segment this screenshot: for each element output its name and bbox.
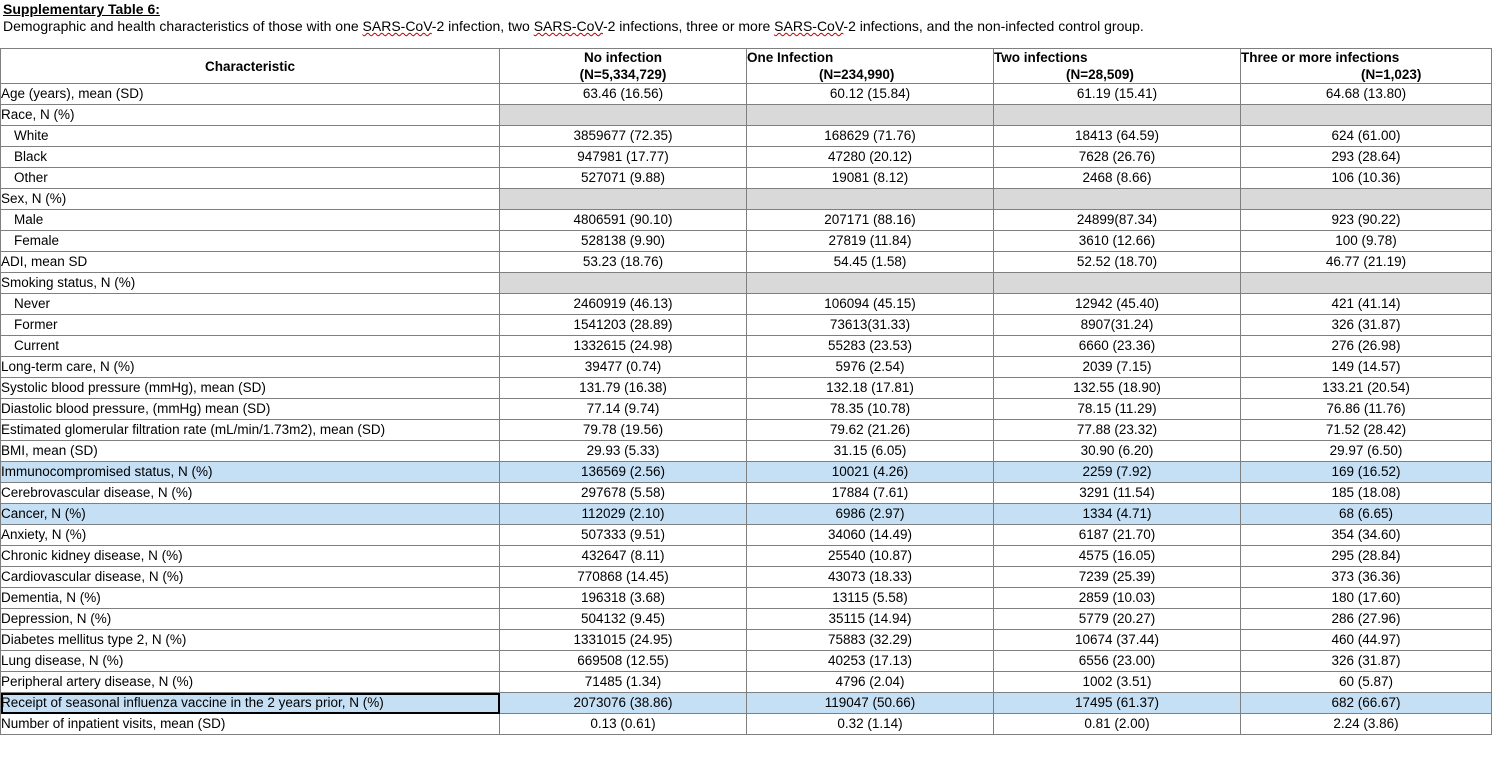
table-row	[1, 504, 1492, 525]
row-label: Lung disease, N (%)	[1, 651, 500, 672]
section-filler-cell	[500, 189, 747, 210]
table-row	[1, 336, 1492, 357]
row-label: Female	[1, 231, 500, 252]
table-row	[1, 672, 1492, 693]
row-label: Current	[1, 336, 500, 357]
value-cell: 100 (9.78)	[1241, 231, 1492, 252]
value-cell: 63.46 (16.56)	[500, 84, 747, 105]
row-label: Diastolic blood pressure, (mmHg) mean (SD)	[1, 399, 500, 420]
value-cell: 326 (31.87)	[1241, 651, 1492, 672]
value-cell: 460 (44.97)	[1241, 630, 1492, 651]
value-cell: 624 (61.00)	[1241, 126, 1492, 147]
table-row	[1, 315, 1492, 336]
value-cell: 373 (36.36)	[1241, 567, 1492, 588]
value-cell: 6187 (21.70)	[994, 525, 1241, 546]
value-cell: 421 (41.14)	[1241, 294, 1492, 315]
value-cell: 27819 (11.84)	[747, 231, 994, 252]
value-cell: 682 (66.67)	[1241, 693, 1492, 714]
value-cell: 31.15 (6.05)	[747, 441, 994, 462]
value-cell: 0.81 (2.00)	[994, 714, 1241, 735]
row-label: Sex, N (%)	[1, 189, 500, 210]
column-header-two-infections: Two infections (N=28,509)	[994, 49, 1241, 84]
table-row	[1, 420, 1492, 441]
row-label: Long-term care, N (%)	[1, 357, 500, 378]
table-row	[1, 567, 1492, 588]
value-cell: 180 (17.60)	[1241, 588, 1492, 609]
row-label: Never	[1, 294, 500, 315]
value-cell: 46.77 (21.19)	[1241, 252, 1492, 273]
table-title: Supplementary Table 6:	[3, 1, 160, 17]
characteristics-table	[0, 48, 1492, 735]
value-cell: 2073076 (38.86)	[500, 693, 747, 714]
value-cell: 207171 (88.16)	[747, 210, 994, 231]
row-label: Age (years), mean (SD)	[1, 84, 500, 105]
value-cell: 286 (27.96)	[1241, 609, 1492, 630]
value-cell: 29.97 (6.50)	[1241, 441, 1492, 462]
value-cell: 64.68 (13.80)	[1241, 84, 1492, 105]
value-cell: 77.88 (23.32)	[994, 420, 1241, 441]
value-cell: 24899(87.34)	[994, 210, 1241, 231]
value-cell: 1541203 (28.89)	[500, 315, 747, 336]
value-cell: 79.78 (19.56)	[500, 420, 747, 441]
table-section-row	[1, 273, 1492, 294]
value-cell: 10021 (4.26)	[747, 462, 994, 483]
value-cell: 71485 (1.34)	[500, 672, 747, 693]
row-label: Cerebrovascular disease, N (%)	[1, 483, 500, 504]
value-cell: 432647 (8.11)	[500, 546, 747, 567]
value-cell: 6556 (23.00)	[994, 651, 1241, 672]
value-cell: 149 (14.57)	[1241, 357, 1492, 378]
value-cell: 5779 (20.27)	[994, 609, 1241, 630]
value-cell: 73613(31.33)	[747, 315, 994, 336]
value-cell: 293 (28.64)	[1241, 147, 1492, 168]
table-row	[1, 168, 1492, 189]
value-cell: 34060 (14.49)	[747, 525, 994, 546]
section-filler-cell	[1241, 273, 1492, 294]
value-cell: 185 (18.08)	[1241, 483, 1492, 504]
row-label: Chronic kidney disease, N (%)	[1, 546, 500, 567]
value-cell: 60 (5.87)	[1241, 672, 1492, 693]
section-filler-cell	[500, 105, 747, 126]
table-row	[1, 693, 1492, 714]
value-cell: 17884 (7.61)	[747, 483, 994, 504]
value-cell: 0.13 (0.61)	[500, 714, 747, 735]
value-cell: 68 (6.65)	[1241, 504, 1492, 525]
value-cell: 60.12 (15.84)	[747, 84, 994, 105]
value-cell: 3859677 (72.35)	[500, 126, 747, 147]
table-row	[1, 84, 1492, 105]
row-label: Cardiovascular disease, N (%)	[1, 567, 500, 588]
value-cell: 1332615 (24.98)	[500, 336, 747, 357]
value-cell: 2859 (10.03)	[994, 588, 1241, 609]
value-cell: 2039 (7.15)	[994, 357, 1241, 378]
value-cell: 6660 (23.36)	[994, 336, 1241, 357]
row-label: Other	[1, 168, 500, 189]
value-cell: 6986 (2.97)	[747, 504, 994, 525]
value-cell: 43073 (18.33)	[747, 567, 994, 588]
value-cell: 77.14 (9.74)	[500, 399, 747, 420]
table-row	[1, 378, 1492, 399]
value-cell: 2460919 (46.13)	[500, 294, 747, 315]
value-cell: 18413 (64.59)	[994, 126, 1241, 147]
value-cell: 7628 (26.76)	[994, 147, 1241, 168]
row-label: White	[1, 126, 500, 147]
value-cell: 131.79 (16.38)	[500, 378, 747, 399]
section-filler-cell	[1241, 189, 1492, 210]
value-cell: 132.18 (17.81)	[747, 378, 994, 399]
value-cell: 4806591 (90.10)	[500, 210, 747, 231]
value-cell: 923 (90.22)	[1241, 210, 1492, 231]
row-label: Estimated glomerular filtration rate (mL/min/1.73m2), mean (SD)	[1, 420, 500, 441]
value-cell: 1002 (3.51)	[994, 672, 1241, 693]
value-cell: 132.55 (18.90)	[994, 378, 1241, 399]
row-label: Black	[1, 147, 500, 168]
table-row	[1, 210, 1492, 231]
value-cell: 947981 (17.77)	[500, 147, 747, 168]
value-cell: 136569 (2.56)	[500, 462, 747, 483]
column-header-one-infection: One Infection (N=234,990)	[747, 49, 994, 84]
value-cell: 2.24 (3.86)	[1241, 714, 1492, 735]
column-header-no-infection: No infection (N=5,334,729)	[500, 49, 747, 84]
row-label: Male	[1, 210, 500, 231]
value-cell: 168629 (71.76)	[747, 126, 994, 147]
value-cell: 2259 (7.92)	[994, 462, 1241, 483]
row-label: Systolic blood pressure (mmHg), mean (SD)	[1, 378, 500, 399]
row-label: Dementia, N (%)	[1, 588, 500, 609]
row-label: Diabetes mellitus type 2, N (%)	[1, 630, 500, 651]
value-cell: 4796 (2.04)	[747, 672, 994, 693]
value-cell: 3610 (12.66)	[994, 231, 1241, 252]
value-cell: 61.19 (15.41)	[994, 84, 1241, 105]
table-row	[1, 126, 1492, 147]
table-row	[1, 357, 1492, 378]
value-cell: 295 (28.84)	[1241, 546, 1492, 567]
table-row	[1, 231, 1492, 252]
value-cell: 79.62 (21.26)	[747, 420, 994, 441]
section-filler-cell	[994, 105, 1241, 126]
value-cell: 276 (26.98)	[1241, 336, 1492, 357]
value-cell: 8907(31.24)	[994, 315, 1241, 336]
value-cell: 0.32 (1.14)	[747, 714, 994, 735]
table-description: Demographic and health characteristics of those with one SARS-CoV-2 infection, two SARS-CoV-2 infections, three or more SARS-CoV-2 infections, and the non-infected control group.	[3, 18, 1144, 34]
value-cell: 71.52 (28.42)	[1241, 420, 1492, 441]
row-label: Depression, N (%)	[1, 609, 500, 630]
table-row	[1, 294, 1492, 315]
section-filler-cell	[747, 189, 994, 210]
row-label: ADI, mean SD	[1, 252, 500, 273]
table-caption	[3, 1, 1483, 35]
value-cell: 29.93 (5.33)	[500, 441, 747, 462]
row-label: Anxiety, N (%)	[1, 525, 500, 546]
value-cell: 5976 (2.54)	[747, 357, 994, 378]
value-cell: 2468 (8.66)	[994, 168, 1241, 189]
value-cell: 75883 (32.29)	[747, 630, 994, 651]
value-cell: 669508 (12.55)	[500, 651, 747, 672]
value-cell: 297678 (5.58)	[500, 483, 747, 504]
table-row	[1, 441, 1492, 462]
section-filler-cell	[500, 273, 747, 294]
row-label: Former	[1, 315, 500, 336]
value-cell: 133.21 (20.54)	[1241, 378, 1492, 399]
row-label: Cancer, N (%)	[1, 504, 500, 525]
table-section-row	[1, 189, 1492, 210]
row-label: Peripheral artery disease, N (%)	[1, 672, 500, 693]
value-cell: 53.23 (18.76)	[500, 252, 747, 273]
table-row	[1, 651, 1492, 672]
value-cell: 30.90 (6.20)	[994, 441, 1241, 462]
value-cell: 13115 (5.58)	[747, 588, 994, 609]
value-cell: 78.35 (10.78)	[747, 399, 994, 420]
value-cell: 12942 (45.40)	[994, 294, 1241, 315]
row-label: Smoking status, N (%)	[1, 273, 500, 294]
table-row	[1, 483, 1492, 504]
table-section-row	[1, 105, 1492, 126]
section-filler-cell	[1241, 105, 1492, 126]
table-row	[1, 252, 1492, 273]
row-label: Receipt of seasonal influenza vaccine in the 2 years prior, N (%)	[1, 693, 500, 714]
table-row	[1, 525, 1492, 546]
value-cell: 169 (16.52)	[1241, 462, 1492, 483]
value-cell: 1334 (4.71)	[994, 504, 1241, 525]
value-cell: 4575 (16.05)	[994, 546, 1241, 567]
table-header-row	[1, 49, 1492, 84]
value-cell: 326 (31.87)	[1241, 315, 1492, 336]
value-cell: 55283 (23.53)	[747, 336, 994, 357]
table-row	[1, 546, 1492, 567]
section-filler-cell	[747, 105, 994, 126]
row-label: BMI, mean (SD)	[1, 441, 500, 462]
value-cell: 19081 (8.12)	[747, 168, 994, 189]
row-label: Number of inpatient visits, mean (SD)	[1, 714, 500, 735]
table-row	[1, 588, 1492, 609]
value-cell: 78.15 (11.29)	[994, 399, 1241, 420]
row-label: Race, N (%)	[1, 105, 500, 126]
section-filler-cell	[994, 189, 1241, 210]
value-cell: 507333 (9.51)	[500, 525, 747, 546]
column-header-characteristic: Characteristic	[1, 49, 500, 84]
value-cell: 119047 (50.66)	[747, 693, 994, 714]
section-filler-cell	[994, 273, 1241, 294]
value-cell: 504132 (9.45)	[500, 609, 747, 630]
value-cell: 196318 (3.68)	[500, 588, 747, 609]
table-row	[1, 462, 1492, 483]
value-cell: 10674 (37.44)	[994, 630, 1241, 651]
value-cell: 52.52 (18.70)	[994, 252, 1241, 273]
value-cell: 25540 (10.87)	[747, 546, 994, 567]
section-filler-cell	[747, 273, 994, 294]
table-row	[1, 714, 1492, 735]
value-cell: 106094 (45.15)	[747, 294, 994, 315]
value-cell: 770868 (14.45)	[500, 567, 747, 588]
table-row	[1, 630, 1492, 651]
value-cell: 7239 (25.39)	[994, 567, 1241, 588]
column-header-three-or-more-infections: Three or more infections (N=1,023)	[1241, 49, 1492, 84]
value-cell: 527071 (9.88)	[500, 168, 747, 189]
value-cell: 40253 (17.13)	[747, 651, 994, 672]
table-row	[1, 609, 1492, 630]
table-row	[1, 147, 1492, 168]
value-cell: 354 (34.60)	[1241, 525, 1492, 546]
table-row	[1, 399, 1492, 420]
value-cell: 1331015 (24.95)	[500, 630, 747, 651]
value-cell: 106 (10.36)	[1241, 168, 1492, 189]
value-cell: 528138 (9.90)	[500, 231, 747, 252]
value-cell: 112029 (2.10)	[500, 504, 747, 525]
value-cell: 47280 (20.12)	[747, 147, 994, 168]
value-cell: 35115 (14.94)	[747, 609, 994, 630]
value-cell: 39477 (0.74)	[500, 357, 747, 378]
row-label: Immunocompromised status, N (%)	[1, 462, 500, 483]
value-cell: 54.45 (1.58)	[747, 252, 994, 273]
value-cell: 76.86 (11.76)	[1241, 399, 1492, 420]
value-cell: 17495 (61.37)	[994, 693, 1241, 714]
value-cell: 3291 (11.54)	[994, 483, 1241, 504]
